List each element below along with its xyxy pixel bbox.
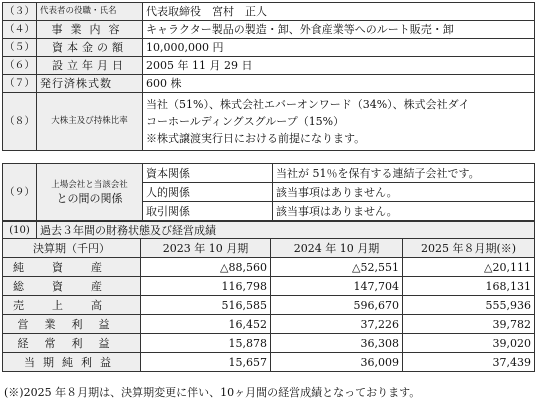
financials-row xyxy=(3,315,535,334)
financials-title: 過去３年間の財務状態及び経営成績 xyxy=(37,222,535,239)
financials-cell: 16,452 xyxy=(141,315,271,334)
shareholders-line: ※株式譲渡実行日における前提になります。 xyxy=(146,132,366,145)
shareholders-row xyxy=(3,93,535,151)
profile-row xyxy=(3,57,535,75)
row-label: 発行済株式数 xyxy=(37,75,143,93)
header-period: 2024 年 10 月期 xyxy=(271,239,403,258)
financials-cell: 36,308 xyxy=(271,334,403,353)
relation-name: 資本関係 xyxy=(143,164,273,183)
financials-cell: 116,798 xyxy=(141,277,271,296)
financials-cell: 596,670 xyxy=(271,296,403,315)
financials-title-number: (10) xyxy=(3,222,37,239)
relation-name: 取引関係 xyxy=(143,202,273,221)
financials-row-label: 経常利益 xyxy=(3,334,141,353)
relation-row xyxy=(3,164,535,183)
financials-row-label: 営業利益 xyxy=(3,315,141,334)
relations-table xyxy=(2,163,535,221)
header-fiscal-period: 決算期（千円） xyxy=(3,239,141,258)
financials-cell: 15,657 xyxy=(141,353,271,372)
row-value: 10,000,000 円 xyxy=(143,39,535,57)
financials-row xyxy=(3,258,535,277)
row-label: 資本金の額 xyxy=(37,39,143,57)
shareholders-line: コーホールディングスグループ（15%） xyxy=(146,115,345,128)
financials-cell: 147,704 xyxy=(271,277,403,296)
row-number: （３） xyxy=(3,3,37,21)
relations-label-line: 上場会社と当該会社 xyxy=(51,180,128,190)
financials-cell: 516,585 xyxy=(141,296,271,315)
row-label: 代表者の役職・氏名 xyxy=(37,3,143,21)
financials-row-label: 売上高 xyxy=(3,296,141,315)
relation-value: 当社が 51％を保有する連結子会社です。 xyxy=(273,164,535,183)
financials-cell: △52,551 xyxy=(271,258,403,277)
financials-title-row xyxy=(3,222,535,239)
financials-cell: 37,439 xyxy=(403,353,535,372)
financials-cell: 39,782 xyxy=(403,315,535,334)
header-period: 2025 年８月期(※) xyxy=(403,239,535,258)
row-label: 事業内容 xyxy=(37,21,143,39)
profile-row xyxy=(3,75,535,93)
financials-cell: 39,020 xyxy=(403,334,535,353)
financials-header-row xyxy=(3,239,535,258)
row-number: （９） xyxy=(3,164,37,221)
footnote: (※)2025 年８月期は、決算期変更に伴い、10ヶ月間の経営成績となっております。 xyxy=(4,386,421,399)
row-value: キャラクター製品の製造・卸、外食産業等へのルート販売・卸 xyxy=(143,21,535,39)
profile-row xyxy=(3,39,535,57)
financials-row xyxy=(3,353,535,372)
row-number: （７） xyxy=(3,75,37,93)
row-value: 2005 年 11 月 29 日 xyxy=(143,57,535,75)
financials-cell: 37,226 xyxy=(271,315,403,334)
shareholders-value xyxy=(143,93,535,151)
row-number: （８） xyxy=(3,93,37,151)
profile-row xyxy=(3,21,535,39)
header-period: 2023 年 10 月期 xyxy=(141,239,271,258)
financials-row-label: 総資産 xyxy=(3,277,141,296)
financials-row xyxy=(3,296,535,315)
financials-cell: △88,560 xyxy=(141,258,271,277)
financials-cell: 555,936 xyxy=(403,296,535,315)
relations-label-line: との間の関係 xyxy=(56,192,123,205)
profile-row xyxy=(3,3,535,21)
financials-cell: 168,131 xyxy=(403,277,535,296)
financials-cell: 36,009 xyxy=(271,353,403,372)
row-number: （４） xyxy=(3,21,37,39)
company-profile-table xyxy=(2,2,535,151)
row-label: 設立年月日 xyxy=(37,57,143,75)
financials-cell: △20,111 xyxy=(403,258,535,277)
financials-row-label: 当期純利益 xyxy=(3,353,141,372)
row-value: 代表取締役 宮村 正人 xyxy=(143,3,535,21)
row-value: 600 株 xyxy=(143,75,535,93)
relations-label xyxy=(37,164,143,221)
row-number: （６） xyxy=(3,57,37,75)
financials-row xyxy=(3,334,535,353)
relation-name: 人的関係 xyxy=(143,183,273,202)
shareholders-line: 当社（51%）、株式会社エバーオンワード（34%）、株式会社ダイ xyxy=(146,98,470,111)
relation-value: 該当事項はありません。 xyxy=(273,202,535,221)
financials-cell: 15,878 xyxy=(141,334,271,353)
row-label: 大株主及び持株比率 xyxy=(37,93,143,151)
financials-row-label: 純資産 xyxy=(3,258,141,277)
row-number: （５） xyxy=(3,39,37,57)
relation-value: 該当事項はありません。 xyxy=(273,183,535,202)
financials-row xyxy=(3,277,535,296)
financials-table xyxy=(2,221,535,372)
